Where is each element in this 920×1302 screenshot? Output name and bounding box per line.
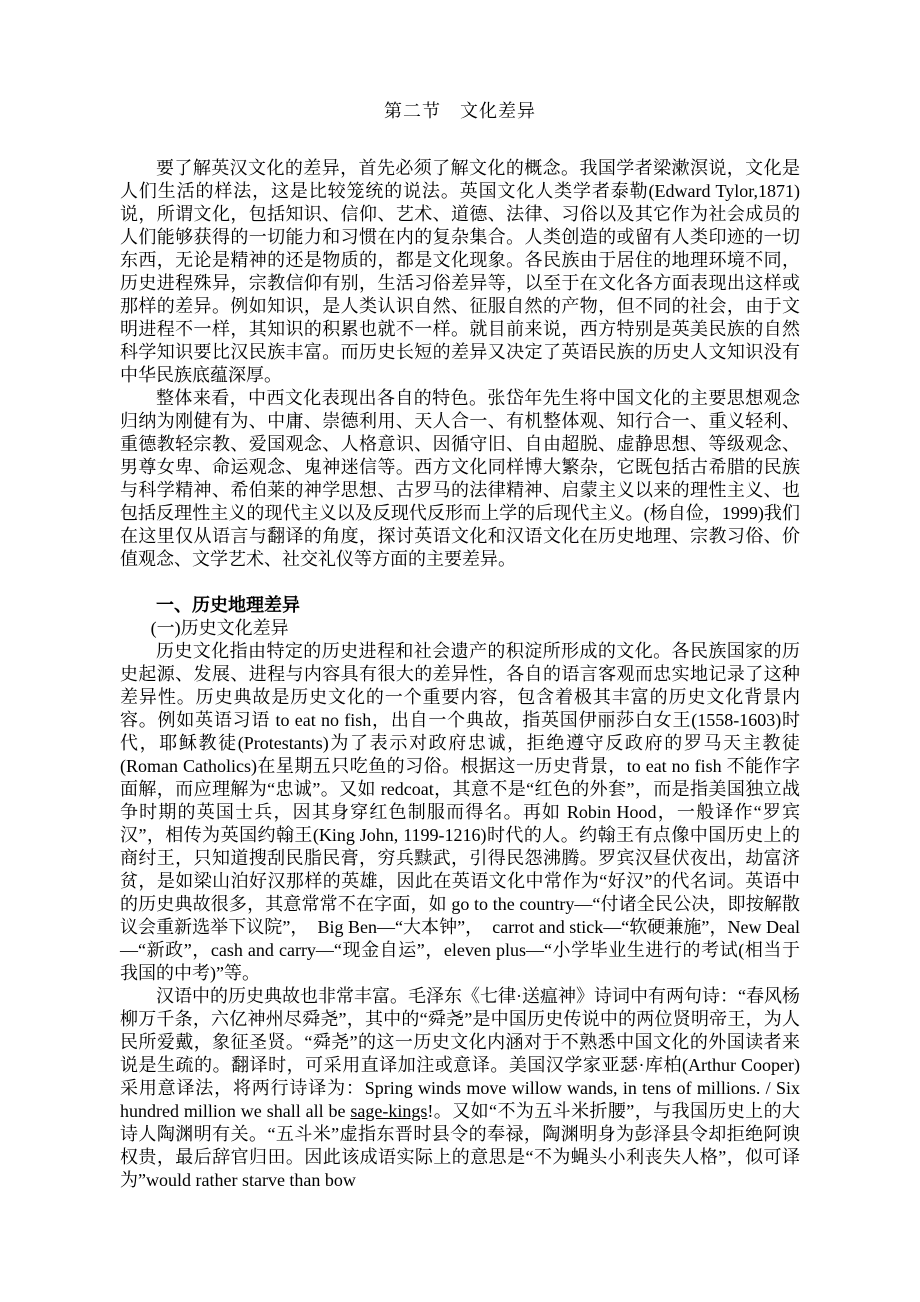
text-run: (一)历史文化差异	[150, 618, 289, 638]
text-run: 一、历史地理差异	[156, 595, 300, 615]
document-title: 第二节 文化差异	[384, 101, 536, 121]
text-run: !。又如“不为五斗米折腰”，与我国历史上的大诗人陶渊明有关。“五斗米”虚指东晋时县令的奉禄，陶渊明身为彭泽县令却拒绝阿谀权贵，最后辞官归田。因此该成语实际上的意思是“不为蝇头小利丧失人格”，似可译为”would rather starve than bow	[120, 1101, 800, 1190]
sub-heading	[120, 617, 800, 640]
text-run: 整体来看，中西文化表现出各自的特色。张岱年先生将中国文化的主要思想观念归纳为刚健有为、中庸、崇德利用、天人合一、有机整体观、知行合一、重义轻利、重德教轻宗教、爱国观念、人格意识、因循守旧、自由超脱、虚静思想、等级观念、男尊女卑、命运观念、鬼神迷信等。西方文化同样博大繁杂，它既包括古希腊的民族与科学精神、希伯莱的神学思想、古罗马的法律精神、启蒙主义以来的理性主义、也包括反理性主义的现代主义以及反现代反形而上学的后现代主义。(杨自俭，1999)我们在这里仅从语言与翻译的角度，探讨英语文化和汉语文化在历史地理、宗教习俗、价值观念、文学艺术、社交礼仪等方面的主要差异。	[120, 388, 800, 569]
document-body	[120, 157, 800, 1192]
section-heading	[120, 594, 800, 617]
paragraph	[120, 157, 800, 387]
underlined-text: sage-kings	[350, 1101, 428, 1121]
text-run: 要了解英汉文化的差异，首先必须了解文化的概念。我国学者梁漱溟说，文化是人们生活的样法，这是比较笼统的说法。英国文化人类学者泰勒(Edward Tylor,1871)说，所谓文化，包括知识、信仰、艺术、道德、法律、习俗以及其它作为社会成员的人们能够获得的一切能力和习惯在内的复杂集合。人类创造的或留有人类印迹的一切东西，无论是精神的还是物质的，都是文化现象。各民族由于居住的地理环境不同，历史进程殊异，宗教信仰有别，生活习俗差异等，以至于在文化各方面表现出这样或那样的差异。例如知识，是人类认识自然、征服自然的产物，但不同的社会，由于文明进程不一样，其知识的积累也就不一样。就目前来说，西方特别是英美民族的自然科学知识要比汉民族丰富。而历史长短的差异又决定了英语民族的历史人文知识没有中华民族底蕴深厚。	[120, 158, 800, 385]
paragraph	[120, 640, 800, 985]
text-run: 汉语中的历史典故也非常丰富。毛泽东《七律·送瘟神》诗词中有两句诗：“春风杨柳万千条，六亿神州尽舜尧”，其中的“舜尧”是中国历史传说中的两位贤明帝王，为人民所爱戴，象征圣贤。“舜尧”的这一历史文化内涵对于不熟悉中国文化的外国读者来说是生疏的。翻译时，可采用直译加注或意译。美国汉学家亚瑟·库柏(Arthur Cooper)采用意译法，将两行诗译为：Spring winds move willow wands, in tens of millions. / Six hundred million we shall all be	[120, 986, 800, 1121]
text-run: 历史文化指由特定的历史进程和社会遗产的积淀所形成的文化。各民族国家的历史起源、发展、进程与内容具有很大的差异性，各自的语言客观而忠实地记录了这种差异性。历史典故是历史文化的一个重要内容，包含着极其丰富的历史文化背景内容。例如英语习语 to eat no fish，出自一个典故，指英国伊丽莎白女王(1558-1603)时代，耶稣教徒(Protestants)为了表示对政府忠诚，拒绝遵守反政府的罗马天主教徒(Roman Catholics)在星期五只吃鱼的习俗。根据这一历史背景，to eat no fish 不能作字面解，而应理解为“忠诚”。又如 redcoat，其意不是“红色的外套”，而是指美国独立战争时期的英国士兵，因其身穿红色制服而得名。再如 Robin Hood，一般译作“罗宾汉”，相传为英国约翰王(King John, 1199-1216)时代的人。约翰王有点像中国历史上的商纣王，只知道搜刮民脂民膏，穷兵黩武，引得民怨沸腾。罗宾汉昼伏夜出，劫富济贫，是如梁山泊好汉那样的英雄，因此在英语文化中常作为“好汉”的代名词。英语中的历史典故很多，其意常常不在字面，如 go to the country—“付诸全民公决，即按解散议会重新选举下议院”， Big Ben—“大本钟”， carrot and stick—“软硬兼施”，New Deal—“新政”，cash and carry—“现金自运”，eleven plus—“小学毕业生进行的考试(相当于我国的中考)”等。	[120, 641, 800, 983]
paragraph	[120, 985, 800, 1192]
paragraph	[120, 387, 800, 571]
